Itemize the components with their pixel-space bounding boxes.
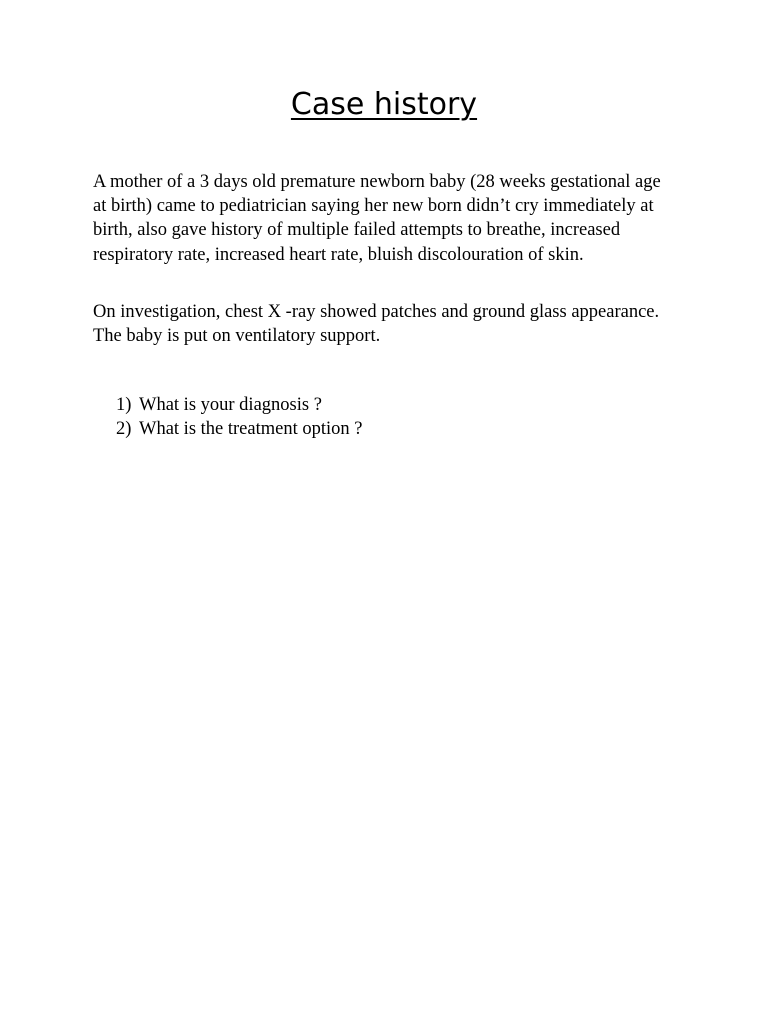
question-number: 1) [116,395,132,415]
investigation-paragraph: On investigation, chest X -ray showed patches and ground glass appearance. The baby is put on ventilatory support. [93,302,660,347]
question-number: 2) [116,419,132,439]
case-paragraph: A mother of a 3 days old premature newborn baby (28 weeks gestational age at birth) came to pediatrician saying her new born didn’t cry immediately at birth, also gave history of multiple failed attempts to breathe, increased respiratory rate, increased heart rate, bluish discolouration of skin. [93,172,661,265]
question-text: What is your diagnosis ? [139,395,322,415]
question-text: What is the treatment option ? [139,419,363,439]
question-item [116,417,362,441]
page-title-text: Case history [290,87,478,122]
page-title [0,86,768,124]
question-list [116,393,362,441]
question-item [116,393,362,417]
